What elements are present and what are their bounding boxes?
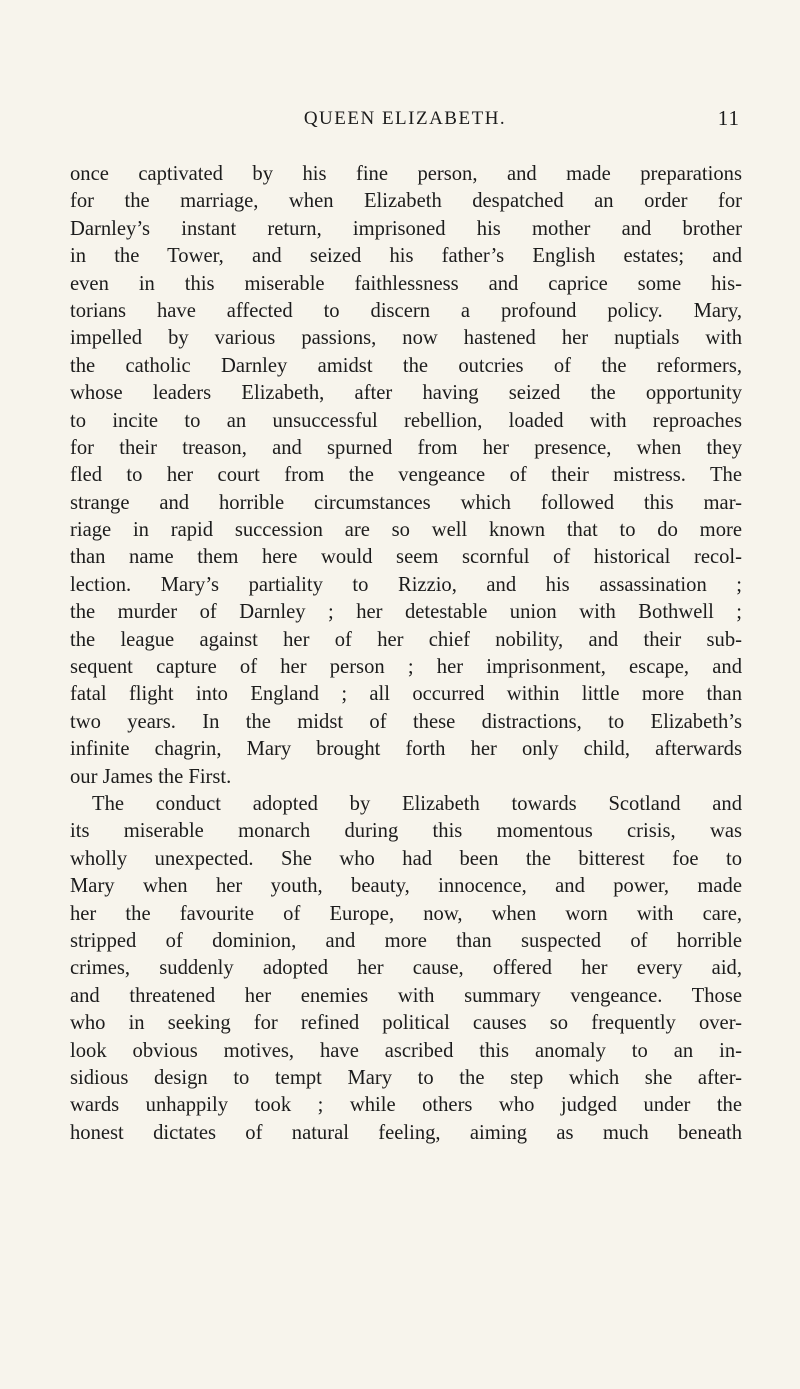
text-line: to incite to an unsuccessful rebellion, loaded with reproaches bbox=[70, 409, 742, 432]
text-line: lection. Mary’s partiality to Rizzio, and his assassination ; bbox=[70, 573, 742, 596]
text-line: fled to her court from the vengeance of their mistress. The bbox=[70, 464, 742, 487]
running-header bbox=[70, 108, 740, 138]
text-line: whose leaders Elizabeth, after having seized the opportunity bbox=[70, 382, 742, 405]
text-line: Darnley’s instant return, imprisoned his mother and brother bbox=[70, 217, 742, 240]
text-line: her the favourite of Europe, now, when worn with care, bbox=[70, 902, 742, 925]
text-line: for their treason, and spurned from her presence, when they bbox=[70, 436, 742, 459]
text-line: the murder of Darnley ; her detestable union with Bothwell ; bbox=[70, 601, 742, 624]
text-line: fatal flight into England ; all occurred within little more than bbox=[70, 683, 742, 706]
text-line: wholly unexpected. She who had been the bitterest foe to bbox=[70, 847, 742, 870]
text-line: sequent capture of her person ; her imprisonment, escape, and bbox=[70, 656, 742, 679]
text-line: who in seeking for refined political causes so frequently over- bbox=[70, 1012, 742, 1035]
text-line: two years. In the midst of these distractions, to Elizabeth’s bbox=[70, 710, 742, 733]
text-line: wards unhappily took ; while others who judged under the bbox=[70, 1094, 742, 1117]
text-line: infinite chagrin, Mary brought forth her only child, afterwards bbox=[70, 738, 742, 761]
running-title: QUEEN ELIZABETH. bbox=[303, 108, 507, 129]
text-line: even in this miserable faithlessness and caprice some his- bbox=[70, 272, 742, 295]
text-line: for the marriage, when Elizabeth despatched an order for bbox=[70, 190, 742, 213]
text-line: strange and horrible circumstances which followed this mar- bbox=[70, 491, 742, 514]
text-line: look obvious motives, have ascribed this anomaly to an in- bbox=[70, 1039, 742, 1062]
body-text bbox=[70, 161, 742, 1147]
text-line: torians have affected to discern a profound policy. Mary, bbox=[70, 299, 742, 322]
text-line: honest dictates of natural feeling, aiming as much beneath bbox=[70, 1121, 742, 1144]
text-line: and threatened her enemies with summary vengeance. Those bbox=[70, 984, 742, 1007]
paragraph-end-line: our James the First. bbox=[70, 765, 232, 788]
text-line: its miserable monarch during this momentous crisis, was bbox=[70, 820, 742, 843]
text-line: riage in rapid succession are so well known that to do more bbox=[70, 519, 742, 542]
text-line: stripped of dominion, and more than suspected of horrible bbox=[70, 929, 742, 952]
text-line: in the Tower, and seized his father’s English estates; and bbox=[70, 245, 742, 268]
page-number: 11 bbox=[717, 106, 740, 130]
text-line: once captivated by his fine person, and made preparations bbox=[70, 163, 742, 185]
text-line: Mary when her youth, beauty, innocence, and power, made bbox=[70, 875, 742, 898]
text-line: than name them here would seem scornful of historical recol- bbox=[70, 546, 742, 569]
paragraph-start-line: The conduct adopted by Elizabeth towards Scotland and bbox=[92, 792, 742, 815]
text-line: crimes, suddenly adopted her cause, offered her every aid, bbox=[70, 957, 742, 980]
text-line: impelled by various passions, now hastened her nuptials with bbox=[70, 327, 742, 350]
text-line: the catholic Darnley amidst the outcries of the reformers, bbox=[70, 354, 742, 377]
text-line: the league against her of her chief nobility, and their sub- bbox=[70, 628, 742, 651]
text-line: sidious design to tempt Mary to the step which she after- bbox=[70, 1066, 742, 1089]
